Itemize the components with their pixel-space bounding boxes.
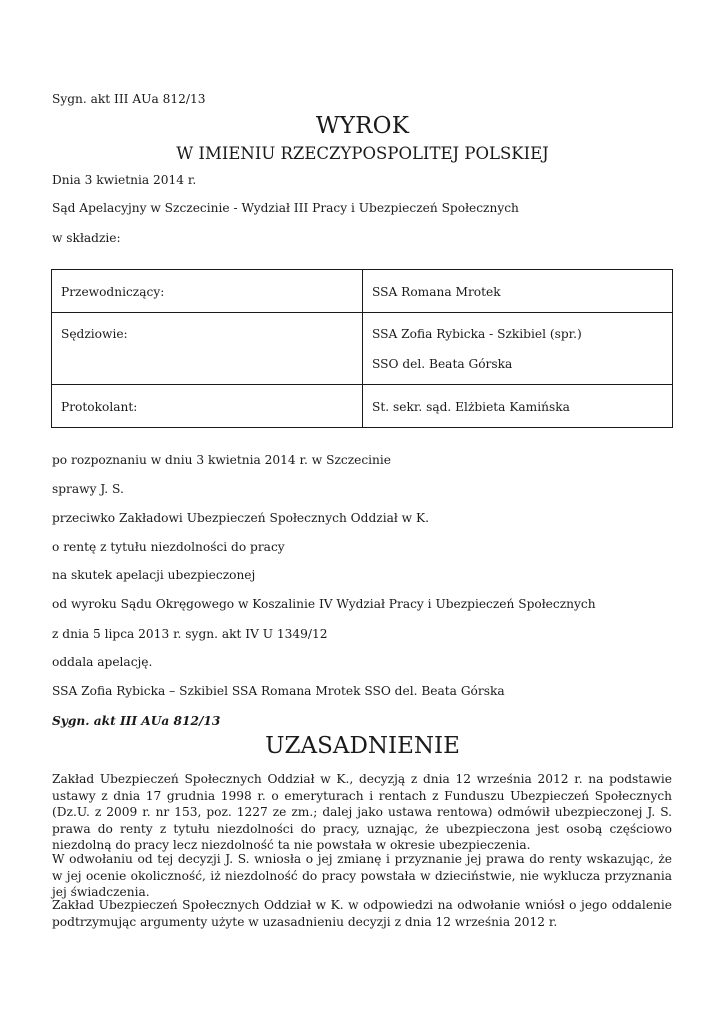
names-cell xyxy=(363,270,673,313)
ruling-line: od wyroku Sądu Okręgowego w Koszalinie IV Wydział Pracy i Ubezpieczeń Społecznych xyxy=(52,597,596,611)
case-number: Sygn. akt III AUa 812/13 xyxy=(52,92,206,106)
table-row xyxy=(52,313,673,385)
ruling-line: o rentę z tytułu niezdolności do pracy xyxy=(52,540,285,554)
ruling-line: sprawy J. S. xyxy=(52,482,124,496)
judge-name-2: SSO del. Beata Górska xyxy=(372,357,513,371)
justification-heading: UZASADNIENIE xyxy=(265,733,460,759)
names-cell xyxy=(363,313,673,385)
ruling-line: na skutek apelacji ubezpieczonej xyxy=(52,568,256,582)
judge-name-1: SSA Zofia Rybicka - Szkibiel (spr.) xyxy=(372,327,582,341)
court-name: Sąd Apelacyjny w Szczecinie - Wydział III Pracy i Ubezpieczeń Społecznych xyxy=(52,201,519,215)
role-judges: Sędziowie: xyxy=(61,327,128,341)
ruling-line: po rozpoznaniu w dniu 3 kwietnia 2014 r. w Szczecinie xyxy=(52,453,392,467)
judgment-title: WYROK xyxy=(315,113,410,139)
judgment-subtitle: W IMIENIU RZECZYPOSPOLITEJ POLSKIEJ xyxy=(176,144,549,163)
court-panel-table xyxy=(51,269,673,428)
role-cell xyxy=(52,270,363,313)
ruling-signatures: SSA Zofia Rybicka – Szkibiel SSA Romana Mrotek SSO del. Beata Górska xyxy=(52,684,505,698)
role-cell xyxy=(52,385,363,428)
justification-case-number: Sygn. akt III AUa 812/13 xyxy=(52,714,221,728)
ruling-line: z dnia 5 lipca 2013 r. sygn. akt IV U 1349/12 xyxy=(52,627,328,641)
names-cell xyxy=(363,385,673,428)
justification-paragraph: Zakład Ubezpieczeń Społecznych Oddział w K., decyzją z dnia 12 września 2012 r. na podstawie ustawy z dnia 17 grudnia 1998 r. o emeryturach i rentach z Funduszu Ubezpieczeń Społecznych (Dz.U. z 2009 r. nr 153, poz. 1227 ze zm.; dalej jako ustawa rentowa) odmówił ubezpieczonej J. S. prawa do renty z tytułu niezdolności do pracy, uznając, że ubezpieczona jest osobą częściowo niezdolną do pracy lecz niezdolność ta nie powstała w okresie ubezpieczenia. xyxy=(52,772,672,853)
role-clerk: Protokolant: xyxy=(61,400,138,414)
composition-label: w składzie: xyxy=(52,231,121,245)
justification-paragraph: Zakład Ubezpieczeń Społecznych Oddział w K. w odpowiedzi na odwołanie wniósł o jego oddalenie podtrzymując argumenty użyte w uzasadnieniu decyzji z dnia 12 września 2012 r. xyxy=(52,898,672,929)
justification-paragraph: W odwołaniu od tej decyzji J. S. wniosła o jej zmianę i przyznanie jej prawa do renty wskazując, że w jej ocenie okoliczność, iż niezdolność do pracy powstała w dzieciństwie, nie wyklucza przyznania jej świadczenia. xyxy=(52,852,672,900)
ruling-verdict: oddala apelację. xyxy=(52,655,153,669)
judgment-date: Dnia 3 kwietnia 2014 r. xyxy=(52,173,197,187)
role-presiding: Przewodniczący: xyxy=(61,285,165,299)
clerk-name: St. sekr. sąd. Elżbieta Kamińska xyxy=(372,400,570,414)
ruling-line: przeciwko Zakładowi Ubezpieczeń Społecznych Oddział w K. xyxy=(52,511,429,525)
table-row xyxy=(52,270,673,313)
table-row xyxy=(52,385,673,428)
role-cell xyxy=(52,313,363,385)
presiding-judge-name: SSA Romana Mrotek xyxy=(372,285,501,299)
